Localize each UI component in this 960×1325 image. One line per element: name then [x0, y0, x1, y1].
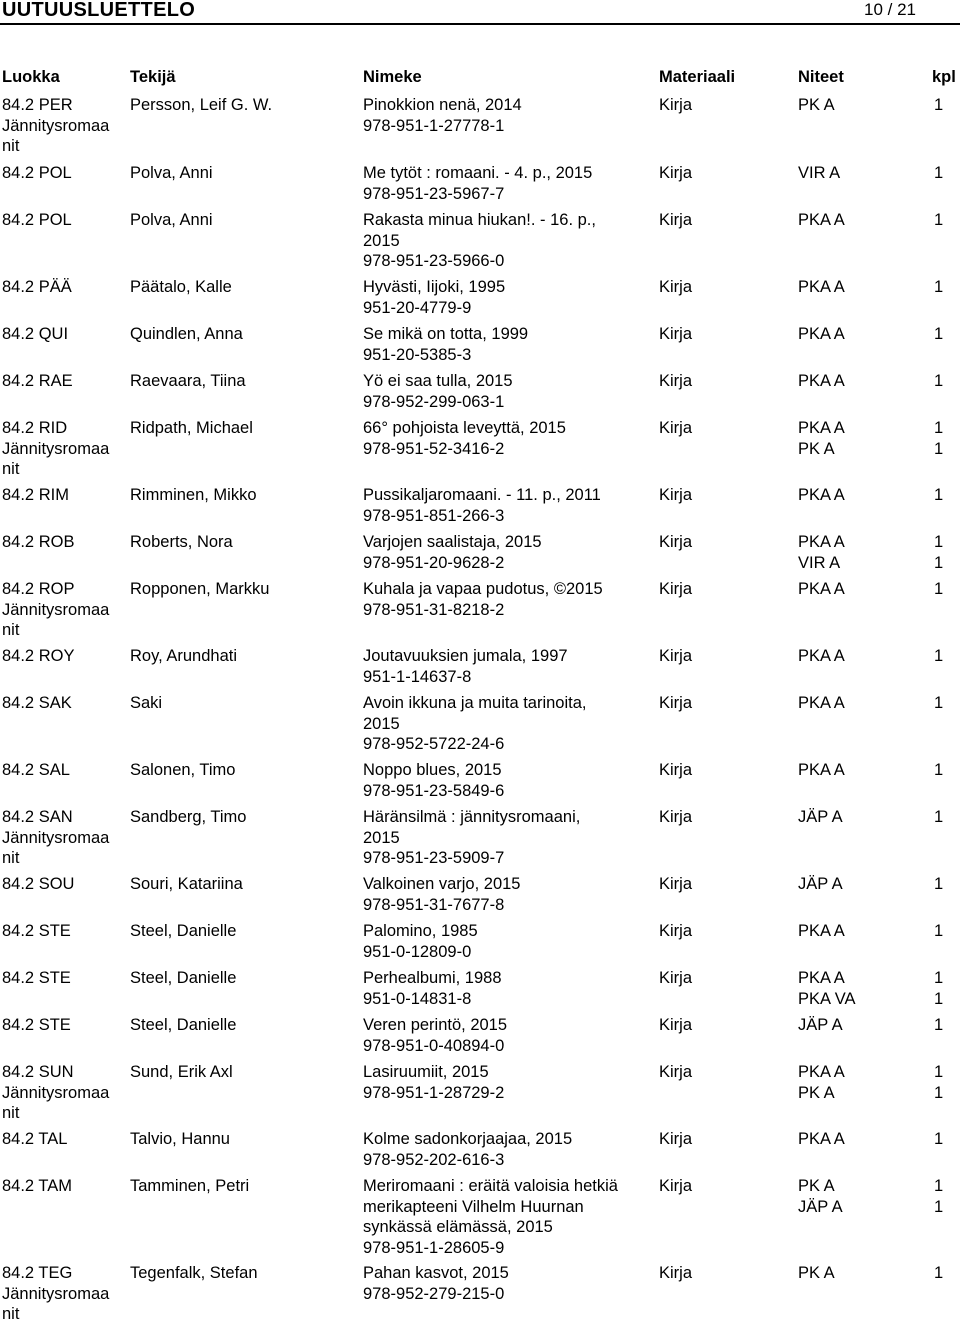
title-line: 66° pohjoista leveyttä, 2015: [363, 419, 566, 437]
copy-location: VIR A: [798, 553, 841, 572]
copy-location: PK A: [798, 439, 835, 458]
copy-location: PKA A: [798, 647, 845, 665]
material-type: Kirja: [659, 96, 693, 114]
class-genre: Jännitysromaa: [2, 1083, 110, 1102]
copy-count: 1: [934, 1177, 944, 1195]
copy-location: JÄP A: [798, 808, 843, 826]
material-type: Kirja: [659, 164, 693, 182]
class-code: 84.2 STE: [2, 922, 71, 940]
class-code: 84.2 ROB: [2, 533, 75, 551]
author-name: Tegenfalk, Stefan: [130, 1264, 258, 1282]
title-line: Rakasta minua hiukan!. - 16. p.,: [363, 211, 596, 229]
title-line: 951-20-4779-9: [363, 298, 472, 317]
material-type: Kirja: [659, 969, 693, 987]
copy-count: 1: [934, 439, 944, 458]
copy-count: 1: [934, 1016, 944, 1034]
title-line: merikapteeni Vilhelm Huurnan: [363, 1197, 584, 1216]
copy-count: 1: [934, 761, 944, 779]
title-line: 978-951-1-27778-1: [363, 116, 505, 135]
copy-count: 1: [934, 1083, 944, 1102]
copy-count: 1: [934, 372, 944, 390]
author-name: Päätalo, Kalle: [130, 278, 232, 296]
material-type: Kirja: [659, 922, 693, 940]
class-code: 84.2 SAL: [2, 761, 70, 779]
author-name: Ropponen, Markku: [130, 580, 270, 598]
title-line: 2015: [363, 714, 400, 733]
title-line: Meriromaani : eräitä valoisia hetkiä: [363, 1177, 618, 1195]
title-line: 978-951-52-3416-2: [363, 439, 505, 458]
class-genre: Jännitysromaa: [2, 600, 110, 619]
material-type: Kirja: [659, 372, 693, 390]
copy-location: VIR A: [798, 164, 841, 182]
copy-location: PKA A: [798, 419, 845, 437]
copy-location: PK A: [798, 1083, 835, 1102]
title-line: Kuhala ja vapaa pudotus, ©2015: [363, 580, 603, 598]
title-line: Pinokkion nenä, 2014: [363, 96, 522, 114]
title-line: Pussikaljaromaani. - 11. p., 2011: [363, 486, 601, 504]
title-line: Kolme sadonkorjaajaa, 2015: [363, 1130, 573, 1148]
copy-location: PK A: [798, 1177, 835, 1195]
copy-count: 1: [934, 1264, 944, 1282]
page-header: [0, 0, 960, 25]
title-line: Varjojen saalistaja, 2015: [363, 533, 542, 551]
class-genre: Jännitysromaa: [2, 116, 110, 135]
class-code: 84.2 ROY: [2, 647, 75, 665]
title-line: 978-952-5722-24-6: [363, 735, 505, 753]
copy-count: 1: [934, 1063, 944, 1081]
copy-location: PKA A: [798, 1130, 845, 1148]
copy-location: PK A: [798, 96, 835, 114]
class-code: 84.2 TEG: [2, 1264, 73, 1282]
title-line: 2015: [363, 828, 400, 847]
title-line: 951-0-12809-0: [363, 942, 472, 961]
copy-location: PKA A: [798, 486, 845, 504]
class-genre: nit: [2, 137, 20, 155]
title-line: synkässä elämässä, 2015: [363, 1218, 553, 1236]
class-code: 84.2 PER: [2, 96, 73, 114]
title-line: Veren perintö, 2015: [363, 1016, 508, 1034]
material-type: Kirja: [659, 1177, 693, 1195]
author-name: Quindlen, Anna: [130, 325, 243, 343]
author-name: Sund, Erik Axl: [130, 1063, 233, 1081]
title-line: Perhealbumi, 1988: [363, 969, 502, 987]
author-name: Polva, Anni: [130, 164, 213, 182]
title-line: Pahan kasvot, 2015: [363, 1264, 509, 1282]
title-line: 978-951-31-7677-8: [363, 895, 505, 914]
class-code: 84.2 RIM: [2, 486, 69, 504]
class-genre: nit: [2, 849, 20, 867]
copy-count: 1: [934, 553, 944, 572]
copy-location: PKA A: [798, 761, 845, 779]
material-type: Kirja: [659, 1063, 693, 1081]
material-type: Kirja: [659, 1264, 693, 1282]
copy-count: 1: [934, 647, 944, 665]
title-line: Avoin ikkuna ja muita tarinoita,: [363, 694, 587, 712]
material-type: Kirja: [659, 486, 693, 504]
title-line: Palomino, 1985: [363, 922, 478, 940]
material-type: Kirja: [659, 1016, 693, 1034]
copy-count: 1: [934, 164, 944, 182]
copy-location: PKA A: [798, 694, 845, 712]
author-name: Persson, Leif G. W.: [130, 96, 273, 114]
copy-location: JÄP A: [798, 875, 843, 893]
copy-count: 1: [934, 211, 944, 229]
page-number: 10 / 21: [864, 0, 916, 19]
class-code: 84.2 TAM: [2, 1177, 73, 1195]
class-code: 84.2 SAK: [2, 694, 72, 712]
author-name: Talvio, Hannu: [130, 1130, 230, 1148]
copy-location: PKA VA: [798, 989, 856, 1008]
author-name: Roy, Arundhati: [130, 647, 238, 665]
title-line: Valkoinen varjo, 2015: [363, 875, 521, 893]
title-line: Me tytöt : romaani. - 4. p., 2015: [363, 164, 593, 182]
author-name: Ridpath, Michael: [130, 419, 253, 437]
author-name: Steel, Danielle: [130, 1016, 237, 1034]
copy-count: 1: [934, 989, 944, 1008]
title-line: Yö ei saa tulla, 2015: [363, 372, 513, 390]
class-code: 84.2 SAN: [2, 808, 73, 826]
copy-location: PKA A: [798, 372, 845, 390]
copy-count: 1: [934, 1130, 944, 1148]
title-line: 978-951-1-28729-2: [363, 1083, 505, 1102]
author-name: Raevaara, Tiina: [130, 372, 246, 390]
copy-count: 1: [934, 325, 944, 343]
copy-location: PKA A: [798, 278, 845, 296]
material-type: Kirja: [659, 278, 693, 296]
class-code: 84.2 STE: [2, 969, 71, 987]
class-genre: Jännitysromaa: [2, 439, 110, 458]
column-header-title: Nimeke: [363, 68, 422, 86]
class-code: 84.2 RID: [2, 419, 68, 437]
title-line: 2015: [363, 231, 400, 250]
author-name: Polva, Anni: [130, 211, 213, 229]
title-line: Se mikä on totta, 1999: [363, 325, 529, 343]
author-name: Tamminen, Petri: [130, 1177, 250, 1195]
author-name: Sandberg, Timo: [130, 808, 247, 826]
copy-count: 1: [934, 969, 944, 987]
copy-count: 1: [934, 533, 944, 551]
copy-location: PK A: [798, 1264, 835, 1282]
class-code: 84.2 PÄÄ: [2, 278, 72, 296]
author-name: Salonen, Timo: [130, 761, 236, 779]
material-type: Kirja: [659, 325, 693, 343]
column-header-material: Materiaali: [659, 68, 736, 86]
class-code: 84.2 SOU: [2, 875, 75, 893]
title-line: 951-0-14831-8: [363, 989, 472, 1008]
class-code: 84.2 STE: [2, 1016, 71, 1034]
class-genre: nit: [2, 460, 20, 478]
class-genre: nit: [2, 621, 20, 639]
class-genre: Jännitysromaa: [2, 1284, 110, 1303]
page-title: UUTUUSLUETTELO: [2, 0, 196, 21]
material-type: Kirja: [659, 808, 693, 826]
class-code: 84.2 POL: [2, 211, 72, 229]
material-type: Kirja: [659, 533, 693, 551]
title-line: 978-951-20-9628-2: [363, 553, 505, 572]
column-header-class: Luokka: [2, 68, 60, 86]
copy-count: 1: [934, 875, 944, 893]
class-genre: nit: [2, 1305, 20, 1323]
copy-count: 1: [934, 694, 944, 712]
title-line: 951-1-14637-8: [363, 667, 472, 686]
material-type: Kirja: [659, 761, 693, 779]
column-header-copies: Niteet: [798, 68, 844, 86]
author-name: Rimminen, Mikko: [130, 486, 257, 504]
author-name: Saki: [130, 694, 163, 712]
column-header-author: Tekijä: [130, 68, 176, 86]
title-line: 978-952-299-063-1: [363, 392, 505, 411]
copy-location: PKA A: [798, 580, 845, 598]
copy-location: PKA A: [798, 1063, 845, 1081]
class-code: 84.2 ROP: [2, 580, 75, 598]
material-type: Kirja: [659, 875, 693, 893]
title-line: Joutavuuksien jumala, 1997: [363, 647, 568, 665]
class-code: 84.2 RAE: [2, 372, 73, 390]
copy-location: PKA A: [798, 969, 845, 987]
title-line: Häränsilmä : jännitysromaani,: [363, 808, 581, 826]
copy-count: 1: [934, 419, 944, 437]
copy-location: JÄP A: [798, 1016, 843, 1034]
class-genre: nit: [2, 1104, 20, 1122]
class-code: 84.2 POL: [2, 164, 72, 182]
class-code: 84.2 SUN: [2, 1063, 74, 1081]
material-type: Kirja: [659, 1130, 693, 1148]
material-type: Kirja: [659, 694, 693, 712]
copy-location: PKA A: [798, 533, 845, 551]
title-line: 978-951-23-5909-7: [363, 849, 505, 867]
copy-location: PKA A: [798, 211, 845, 229]
material-type: Kirja: [659, 211, 693, 229]
title-line: 978-951-23-5966-0: [363, 252, 505, 270]
material-type: Kirja: [659, 419, 693, 437]
title-line: 978-951-23-5967-7: [363, 184, 505, 203]
title-line: 978-951-851-266-3: [363, 506, 505, 525]
copy-count: 1: [934, 580, 944, 598]
title-line: Lasiruumiit, 2015: [363, 1063, 489, 1081]
title-line: 978-951-0-40894-0: [363, 1036, 505, 1055]
column-header-count: kpl: [932, 68, 956, 86]
author-name: Steel, Danielle: [130, 922, 237, 940]
title-line: 978-951-1-28605-9: [363, 1238, 505, 1257]
material-type: Kirja: [659, 580, 693, 598]
copy-count: 1: [934, 278, 944, 296]
class-code: 84.2 QUI: [2, 325, 69, 343]
copy-count: 1: [934, 1197, 944, 1216]
title-line: 951-20-5385-3: [363, 345, 472, 364]
author-name: Souri, Katariina: [130, 875, 243, 893]
author-name: Roberts, Nora: [130, 533, 233, 551]
copy-location: PKA A: [798, 922, 845, 940]
title-line: 978-952-279-215-0: [363, 1284, 505, 1303]
copy-count: 1: [934, 96, 944, 114]
copy-location: JÄP A: [798, 1197, 843, 1216]
title-line: Hyvästi, Iijoki, 1995: [363, 278, 506, 296]
author-name: Steel, Danielle: [130, 969, 237, 987]
copy-count: 1: [934, 486, 944, 504]
class-genre: Jännitysromaa: [2, 828, 110, 847]
copy-count: 1: [934, 808, 944, 826]
copy-count: 1: [934, 922, 944, 940]
material-type: Kirja: [659, 647, 693, 665]
copy-location: PKA A: [798, 325, 845, 343]
class-code: 84.2 TAL: [2, 1130, 68, 1148]
title-line: 978-952-202-616-3: [363, 1150, 505, 1169]
title-line: 978-951-31-8218-2: [363, 600, 505, 619]
title-line: 978-951-23-5849-6: [363, 781, 505, 800]
title-line: Noppo blues, 2015: [363, 761, 502, 779]
